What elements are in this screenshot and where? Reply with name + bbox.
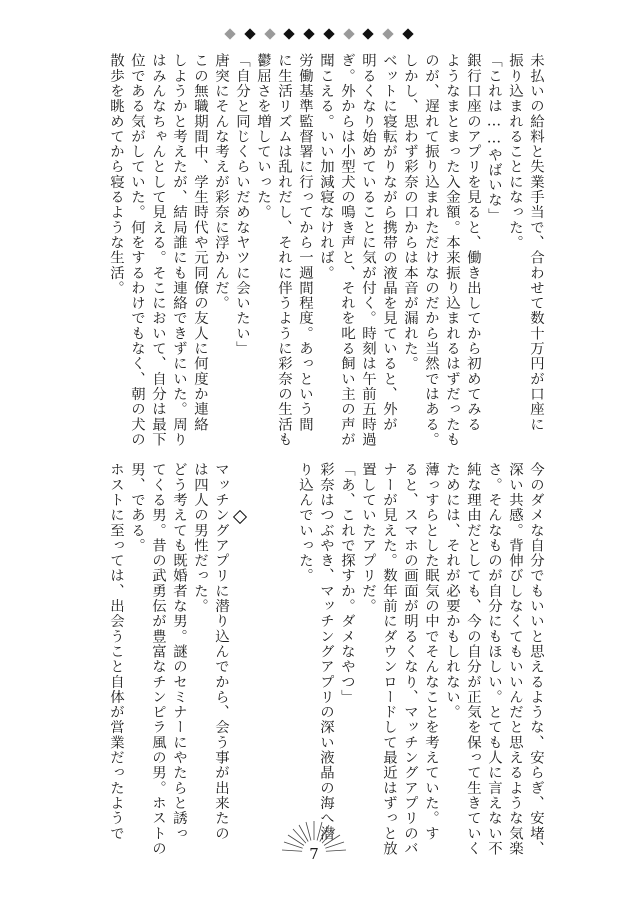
text-column: 置していたアプリだ。 (360, 462, 376, 614)
page-number-block (274, 820, 354, 878)
text-column: に生活リズムは乱れだし、それに伴うように彩奈の生活も (276, 53, 292, 447)
diamond-icon (303, 28, 314, 39)
text-column: 鬱屈さを増していった。 (255, 53, 271, 220)
text-column: 散歩を眺めてから寝るような生活。 (108, 53, 124, 296)
text-column: り込んでいった。 (297, 462, 313, 584)
diamond-icon (224, 28, 235, 39)
text-column: 「あ、これで探すか。ダメなやつ」 (339, 462, 355, 705)
text-column: マッチングアプリに潜り込んでから、会う事が出来たの (213, 462, 229, 841)
text-column: 労働基準監督署に行ってから一週間程度。あっという間 (297, 53, 313, 432)
text-column: この無職期間中、学生時代や元同僚の友人に何度か連絡 (192, 53, 208, 432)
diamond-icon (264, 28, 275, 39)
text-column: 今のダメな自分でもいいと思えるような、安らぎ、安堵、 (528, 462, 544, 856)
text-column: ナーが見えた。数年前にダウンロードして最近はずっと放 (381, 462, 397, 856)
text-column: てくる男。昔の武勇伝が豊富なチンピラ風の男。ホストの (150, 462, 166, 856)
text-column: ためには、それが必要かもしれない。 (444, 462, 460, 720)
text-column: さ。そんなものが自分にもほしい。とても人に言えない不 (486, 462, 502, 856)
text-column: しかし、思わず彩奈の口からは本音が漏れた。 (402, 53, 418, 372)
text-column: ベットに寝転がりながら携帯の液晶を見ていると、外が (381, 53, 397, 432)
text-column: 唐突にそんな考えが彩奈に浮かんだ。 (213, 53, 229, 311)
text-column: 未払いの給料と失業手当で、合わせて数十万円が口座に (528, 53, 544, 432)
diamond-icon (382, 28, 393, 39)
text-column: 聞こえる。いい加減寝なければ。 (318, 53, 334, 281)
text-column: 振り込まれることになった。 (507, 53, 523, 250)
diamond-icon (343, 28, 354, 39)
text-column: 明るくなり始めていることに気が付く。時刻は午前五時過 (360, 53, 376, 447)
diamond-icon (284, 28, 295, 39)
text-column: しようかと考えたが、結局誰にも連絡できずにいた。周り (171, 53, 187, 447)
text-column: 「自分と同じくらいだめなヤツに会いたい」 (234, 53, 250, 356)
text-column: ぎ。外からは小型犬の鳴き声と、それを叱る飼い主の声が (339, 53, 355, 447)
text-column: 深い共感。背伸びしなくてもいいんだと思えるような気楽 (507, 462, 523, 856)
text-column: ようなまとまった入金額。本来振り込まれるはずだったも (444, 53, 460, 447)
text-column: 「これは……やばいな」 (486, 53, 502, 223)
diamond-icon (402, 28, 413, 39)
text-column: 彩奈はつぶやき、マッチングアプリの深い液晶の海へ潜 (318, 462, 334, 841)
text-column: はみんなちゃんとして見える。そこにおいて、自分は最下 (150, 53, 166, 447)
text-column: ると、スマホの画面が明るくなり、マッチングアプリのバ (402, 462, 418, 856)
header-ornament (226, 26, 412, 42)
diamond-icon (363, 28, 374, 39)
text-column: どう考えても既婚者な男。謎のセミナーにやたらと誘っ (171, 462, 187, 841)
text-column: のが、遅れて振り込まれただけなのだから当然ではある。 (423, 53, 439, 447)
diamond-icon (244, 28, 255, 39)
text-column: は四人の男性だった。 (192, 462, 208, 614)
text-column: 純な理由だとしても、今の自分が正気を保って生きていく (465, 462, 481, 856)
diamond-icon (323, 28, 334, 39)
text-column: ホストに至っては、出会うこと自体が営業だったようで (108, 462, 124, 841)
text-column: 位である気がしていた。何をするわけでもなく、朝の犬の (129, 53, 145, 447)
text-column: 銀行口座のアプリを見ると、働き出してから初めてみる (465, 53, 481, 432)
section-break-diamond-icon (233, 510, 247, 524)
text-column: 男、である。 (129, 462, 145, 553)
text-column: 薄っすらとした眠気の中でそんなことを考えていた。す (423, 462, 439, 841)
page-number: 7 (309, 845, 319, 863)
